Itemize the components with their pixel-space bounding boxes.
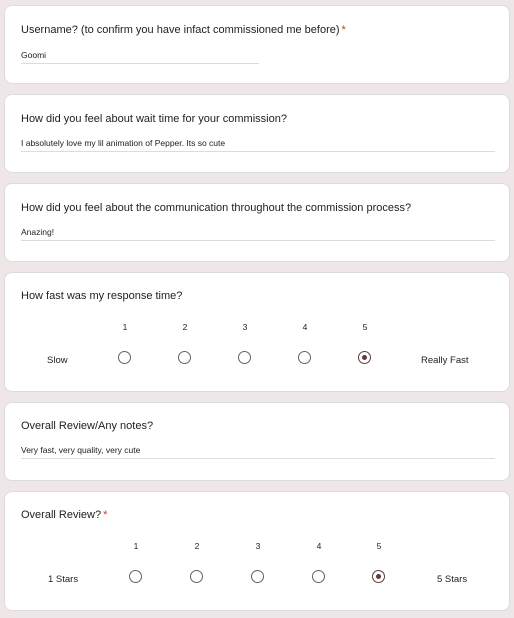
question-title: Overall Review/Any notes? bbox=[21, 420, 154, 432]
scale-radio-3[interactable] bbox=[238, 351, 251, 364]
scale-radio-3[interactable] bbox=[251, 570, 264, 583]
question-card-username bbox=[4, 5, 510, 84]
scale-high-label: Really Fast bbox=[421, 355, 469, 366]
scale-number-1: 1 bbox=[133, 541, 139, 551]
scale-number-5: 5 bbox=[376, 541, 382, 551]
scale-low-label: Slow bbox=[47, 355, 68, 366]
scale-radio-2[interactable] bbox=[178, 351, 191, 364]
scale-number-3: 3 bbox=[255, 541, 261, 551]
scale-radio-4[interactable] bbox=[312, 570, 325, 583]
scale-number-5: 5 bbox=[362, 322, 368, 332]
paragraph-answer-field[interactable]: Anazing! bbox=[21, 227, 495, 241]
scale-radio-5-selected[interactable] bbox=[372, 570, 385, 583]
scale-number-1: 1 bbox=[122, 322, 128, 332]
scale-number-2: 2 bbox=[194, 541, 200, 551]
question-card-communication bbox=[4, 183, 510, 262]
scale-number-4: 4 bbox=[302, 322, 308, 332]
scale-radio-1[interactable] bbox=[129, 570, 142, 583]
required-asterisk: * bbox=[103, 509, 108, 521]
scale-radio-5-selected[interactable] bbox=[358, 351, 371, 364]
question-title: Overall Review? * bbox=[21, 509, 108, 521]
question-title: How did you feel about wait time for your commission? bbox=[21, 113, 287, 125]
scale-low-label: 1 Stars bbox=[48, 574, 79, 585]
scale-number-4: 4 bbox=[316, 541, 322, 551]
scale-radio-2[interactable] bbox=[190, 570, 203, 583]
question-card-notes bbox=[4, 402, 510, 481]
question-card-wait-time bbox=[4, 94, 510, 173]
question-card-overall-review bbox=[4, 491, 510, 611]
scale-radio-4[interactable] bbox=[298, 351, 311, 364]
paragraph-answer-field[interactable]: Very fast, very quality, very cute bbox=[21, 445, 495, 459]
scale-number-3: 3 bbox=[242, 322, 248, 332]
short-answer-field[interactable]: Goomi bbox=[21, 50, 259, 64]
question-title: How fast was my response time? bbox=[21, 290, 183, 302]
required-asterisk: * bbox=[341, 24, 346, 36]
scale-high-label: 5 Stars bbox=[437, 574, 468, 585]
question-title: Username? (to confirm you have infact commissioned me before) * bbox=[21, 24, 346, 36]
scale-radio-1[interactable] bbox=[118, 351, 131, 364]
paragraph-answer-field[interactable]: I absolutely love my lil animation of Pepper. Its so cute bbox=[21, 138, 495, 152]
question-title: How did you feel about the communication throughout the commission process? bbox=[21, 202, 412, 214]
question-card-response-time bbox=[4, 272, 510, 392]
scale-number-2: 2 bbox=[182, 322, 188, 332]
